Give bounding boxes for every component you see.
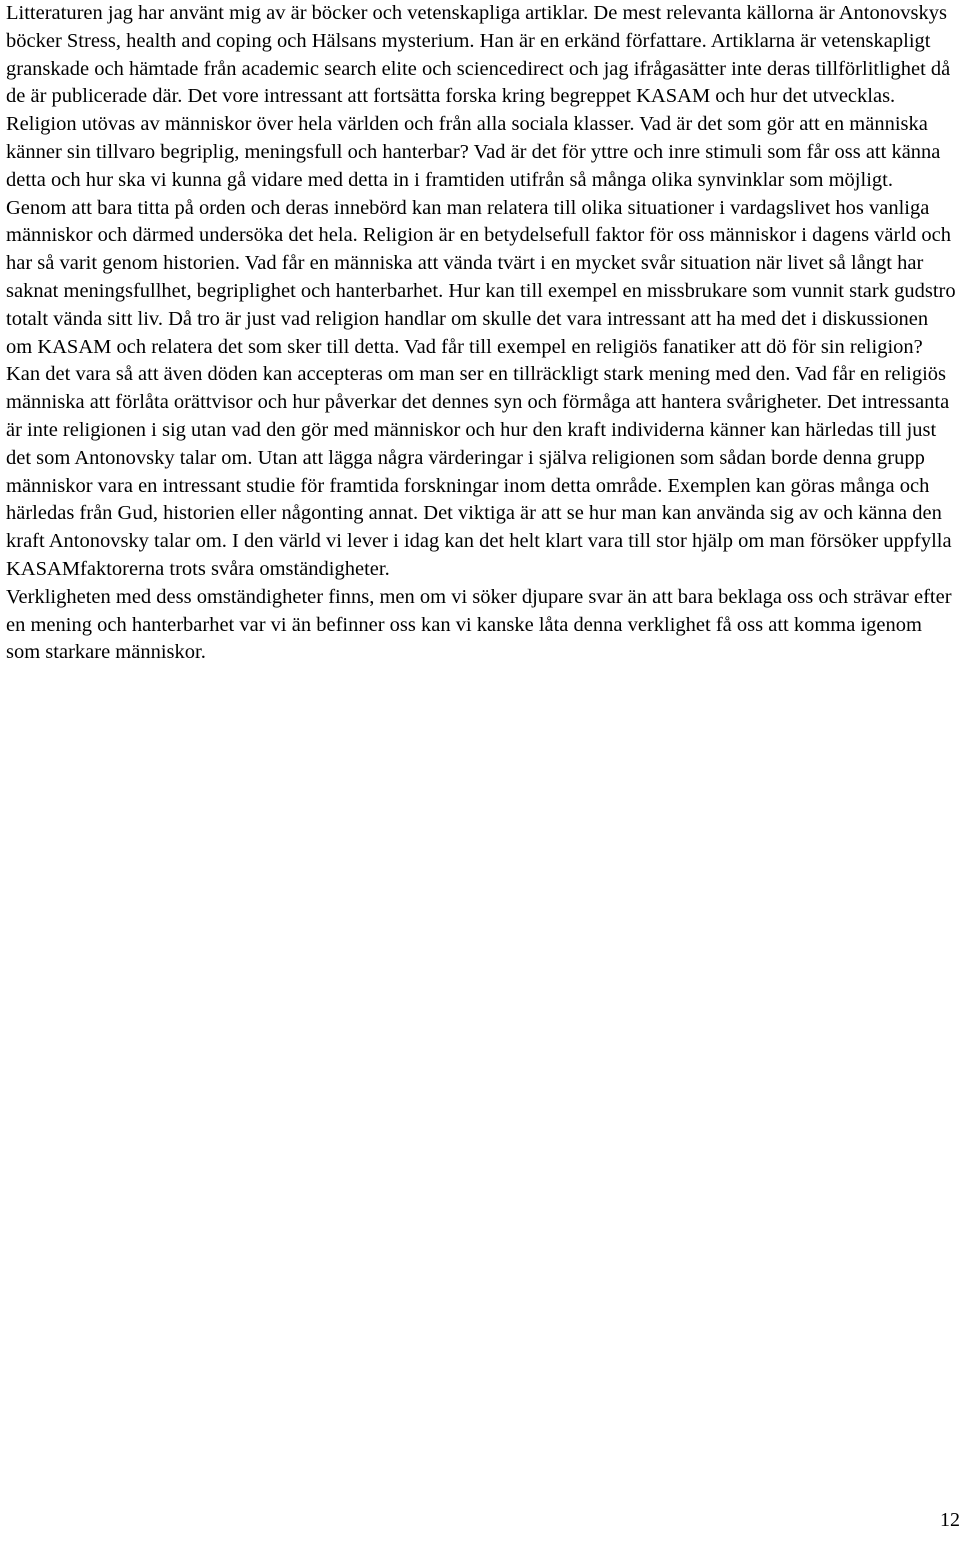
paragraph: Verkligheten med dess omständigheter finns, men om vi söker djupare svar än att bara beklaga oss och strävar efter en mening och hanterbarhet var vi än befinner oss kan vi kanske låta denna verklighet få oss att komma igenom som starkare människor.: [6, 585, 952, 664]
paragraph: Litteraturen jag har använt mig av är böcker och vetenskapliga artiklar. De mest relevanta källorna är Antonovskys böcker Stress, health and coping och Hälsans mysterium. Han är en erkänd författare. Artiklarna är vetenskapligt granskade och hämtade från academic search elite och sciencedirect och jag ifrågasätter inte deras tillförlitlighet då de är publicerade där. Det vore intressant att fortsätta forska kring begreppet KASAM och hur det utvecklas. Religion utövas av människor över hela världen och från alla sociala klasser. Vad är det som gör att en människa känner sin tillvaro begriplig, meningsfull och hanterbar? Vad är det för yttre och inre stimuli som får oss att känna detta och hur ska vi kunna gå vidare med detta in i framtiden utifrån så många olika synvinklar som möjligt. Genom att bara titta på orden och deras innebörd kan man relatera till olika situationer i vardagslivet hos vanliga människor och därmed undersöka det hela. Religion är en betydelsefull faktor för oss människor i dagens värld och har så varit genom historien. Vad får en människa att vända tvärt i en mycket svår situation när livet så långt har saknat meningsfullhet, begriplighet och hanterbarhet. Hur kan till exempel en missbrukare som vunnit stark gudstro totalt vända sitt liv. Då tro är just vad religion handlar om skulle det vara intressant att ha med det i diskussionen om KASAM och relatera det som sker till detta. Vad får till exempel en religiös fanatiker att dö för sin religion? Kan det vara så att även döden kan accepteras om man ser en tillräckligt stark mening med den. Vad får en religiös människa att förlåta orättvisor och hur påverkar det dennes syn och förmåga att hantera svårigheter. Det intressanta är inte religionen i sig utan vad den gör med människor och hur den kraft individerna känner kan härledas till just det som Antonovsky talar om. Utan att lägga några värderingar i själva religionen som sådan borde denna grupp människor vara en intressant studie för framtida forskningar inom detta område. Exemplen kan göras många och härledas från Gud, historien eller någonting annat. Det viktiga är att se hur man kan använda sig av och känna den kraft Antonovsky talar om. I den värld vi lever i idag kan det helt klart vara till stor hjälp om man försöker uppfylla KASAMfaktorerna trots svåra omständigheter.: [6, 2, 956, 580]
body-text: [6, 0, 956, 667]
page-number: 12: [940, 1509, 960, 1531]
